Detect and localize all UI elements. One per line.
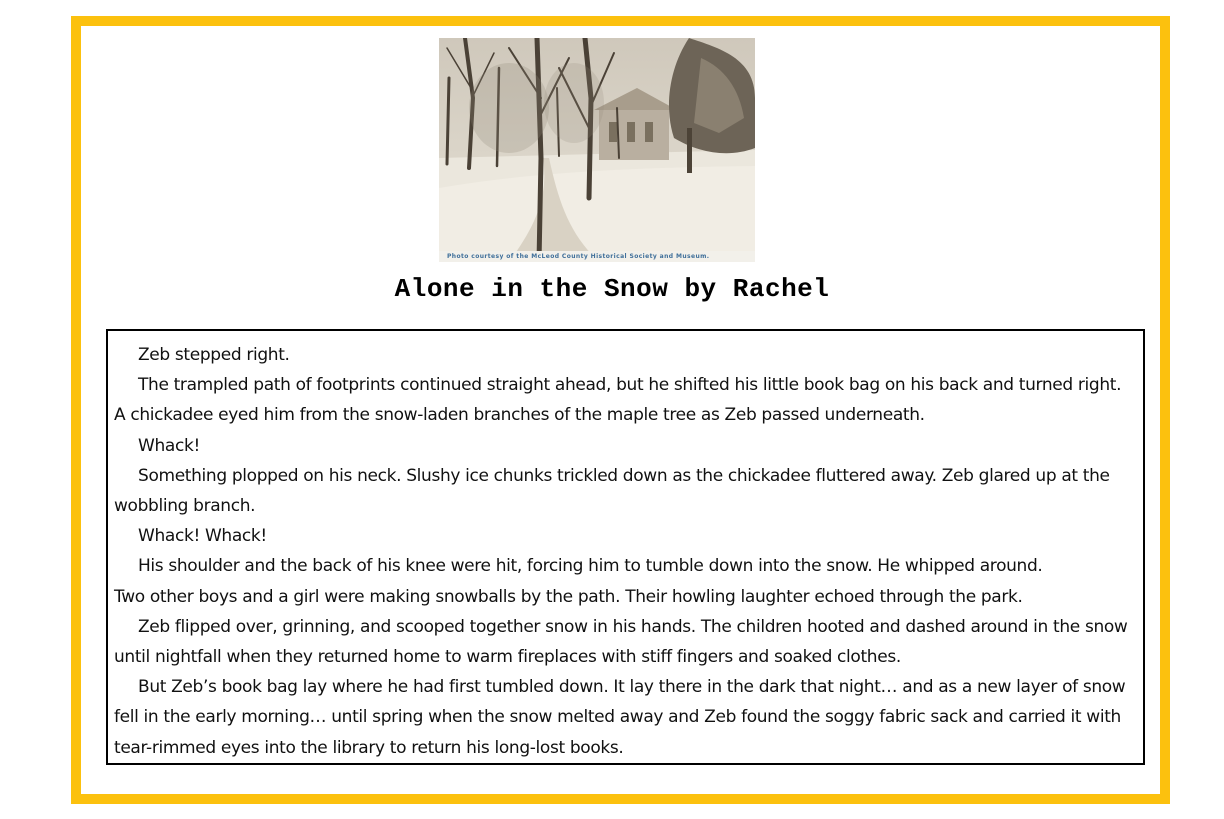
story-paragraph: The trampled path of footprints continued straight ahead, but he shifted his little book bag on his back and turned right. A chickadee eyed him from the snow-laden branches of the maple tree as Zeb passed underneath. <box>114 375 1122 426</box>
park-photo-illustration <box>439 38 755 262</box>
story-paragraph: Two other boys and a girl were making snowballs by the path. Their howling laughter echoed through the park. <box>114 586 1023 607</box>
story-paragraph: Zeb flipped over, grinning, and scooped together snow in his hands. The children hooted and dashed around in the snow until nightfall when they returned home to warm fireplaces with stiff fingers and soaked clothes. <box>114 616 1128 668</box>
story-title: Alone in the Snow by Rachel <box>394 274 830 304</box>
story-paragraph: Whack! Whack! <box>138 526 267 547</box>
story-paragraph: But Zeb’s book bag lay where he had first tumbled down. It lay there in the dark that night… and as a new layer of snow fell in the early morning… until spring when the snow melted away and Zeb found the soggy fabric sack and carried it with tear-rimmed eyes into the library to return his long-lost books. <box>114 677 1126 758</box>
story-paragraph: His shoulder and the back of his knee were hit, forcing him to tumble down into the snow. He whipped around. <box>138 556 1043 577</box>
snowy-park-photo <box>439 38 755 262</box>
story-paragraph: Zeb stepped right. <box>138 345 290 365</box>
story-paragraph: Whack! <box>138 435 200 456</box>
photo-credit: Photo courtesy of the McLeod County Historical Society and Museum. <box>439 251 755 262</box>
story-paragraph: Something plopped on his neck. Slushy ice chunks trickled down as the chickadee fluttered away. Zeb glared up at the wobbling branch. <box>114 465 1110 517</box>
story-text-box <box>106 329 1145 765</box>
